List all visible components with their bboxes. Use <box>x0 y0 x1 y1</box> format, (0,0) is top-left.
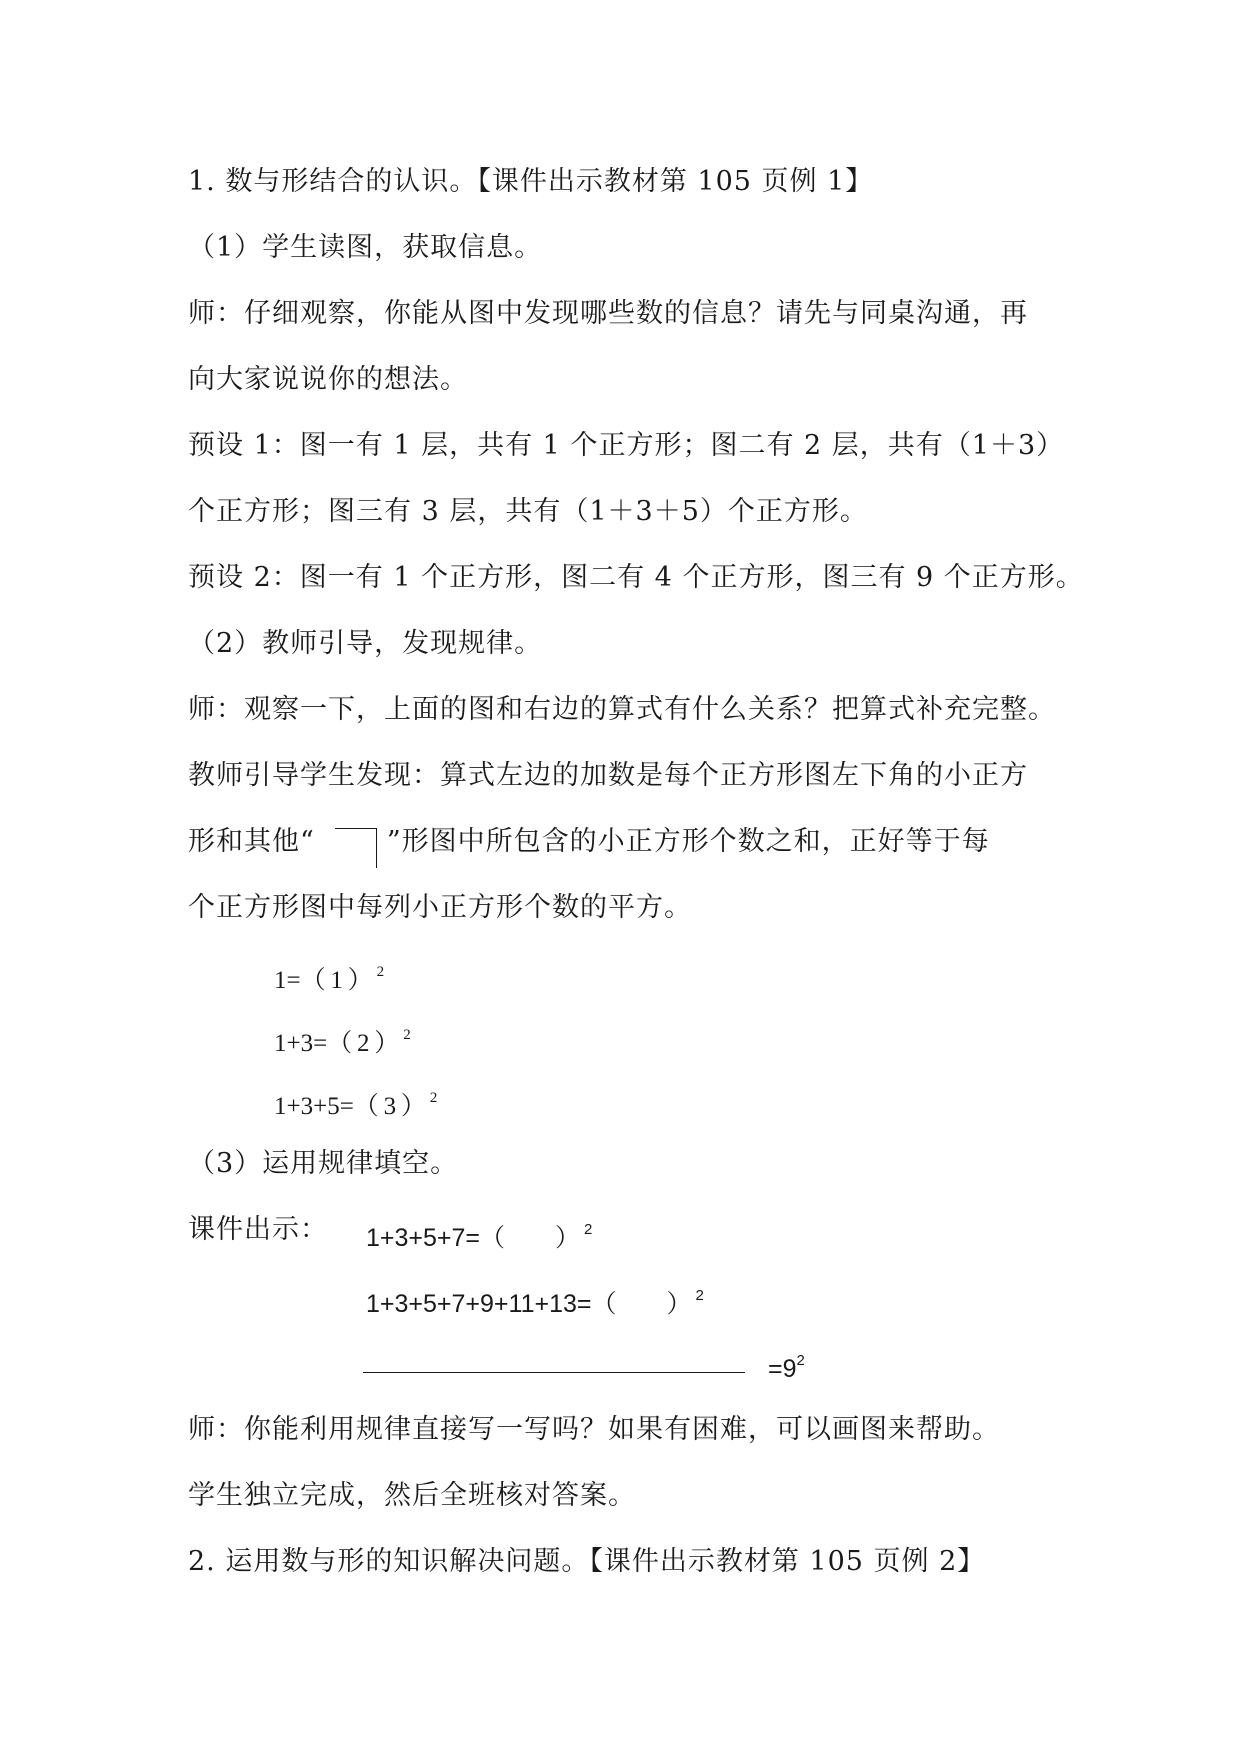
answer-1: 1 <box>330 967 343 994</box>
step-1-heading: （1）学生读图，获取信息。 <box>188 232 543 263</box>
guide-text-start: 形和其他“ <box>188 826 315 857</box>
answer-2: 2 <box>356 1030 370 1057</box>
teacher-guide-line-1: 教师引导学生发现：算式左边的加数是每个正方形图左下角的小正方 <box>188 760 1028 791</box>
preset-2: 预设 2：图一有 1 个正方形，图二有 4 个正方形，图三有 9 个正方形。 <box>188 562 1084 593</box>
equation-1: 1=（ 1 ） $^2$ <box>274 955 384 998</box>
exponent: 2 <box>376 964 385 980</box>
exponent: 2 <box>584 1221 593 1238</box>
section-1-heading: 1. 数与形结合的认识。【课件出示教材第 105 页例 1】 <box>188 166 874 197</box>
step-2-heading: （2）教师引导，发现规律。 <box>188 628 543 659</box>
answer-3: 3 <box>383 1093 397 1120</box>
exponent: 2 <box>796 1352 805 1369</box>
student-activity: 学生独立完成，然后全班核对答案。 <box>188 1480 636 1511</box>
exponent: 2 <box>695 1287 704 1304</box>
equation-2: 1+3=（ 2 ） $^2$ <box>274 1018 411 1061</box>
courseware-label: 课件出示： <box>188 1214 328 1245</box>
answer-blank-line <box>363 1372 745 1373</box>
preset-1-line-1: 预设 1：图一有 1 层，共有 1 个正方形；图二有 2 层，共有（1＋3） <box>188 430 1065 461</box>
teacher-instruction: 师：你能利用规律直接写一写吗？如果有困难，可以画图来帮助。 <box>188 1414 1000 1445</box>
teacher-question: 师：观察一下，上面的图和右边的算式有什么关系？把算式补充完整。 <box>188 694 1056 725</box>
step-3-heading: （3）运用规律填空。 <box>188 1148 459 1179</box>
courseware-question-3: $=9^2$ <box>768 1352 805 1383</box>
teacher-guide-line-3: 个正方形图中每列小正方形个数的平方。 <box>188 892 692 923</box>
preset-1-line-2: 个正方形；图三有 3 层，共有（1＋3＋5）个正方形。 <box>188 496 868 527</box>
courseware-question-2: 1+3+5+7+9+11+13=（ ） $^2$ <box>366 1287 704 1318</box>
exponent: 2 <box>429 1090 438 1106</box>
l-shape-icon <box>335 828 377 868</box>
guide-text-end: ”形图中所包含的小正方形个数之和，正好等于每 <box>386 826 990 857</box>
equation-3: 1+3+5=（ 3 ） $^2$ <box>274 1081 437 1124</box>
teacher-prompt-line-2: 向大家说说你的想法。 <box>188 364 468 395</box>
courseware-question-1: 1+3+5+7=（ ） $^2$ <box>366 1221 593 1252</box>
exponent: 2 <box>403 1027 411 1043</box>
teacher-guide-line-2 <box>188 824 990 868</box>
teacher-prompt-line-1: 师：仔细观察，你能从图中发现哪些数的信息？请先与同桌沟通，再 <box>188 298 1028 329</box>
section-2-heading: 2. 运用数与形的知识解决问题。【课件出示教材第 105 页例 2】 <box>188 1546 986 1577</box>
